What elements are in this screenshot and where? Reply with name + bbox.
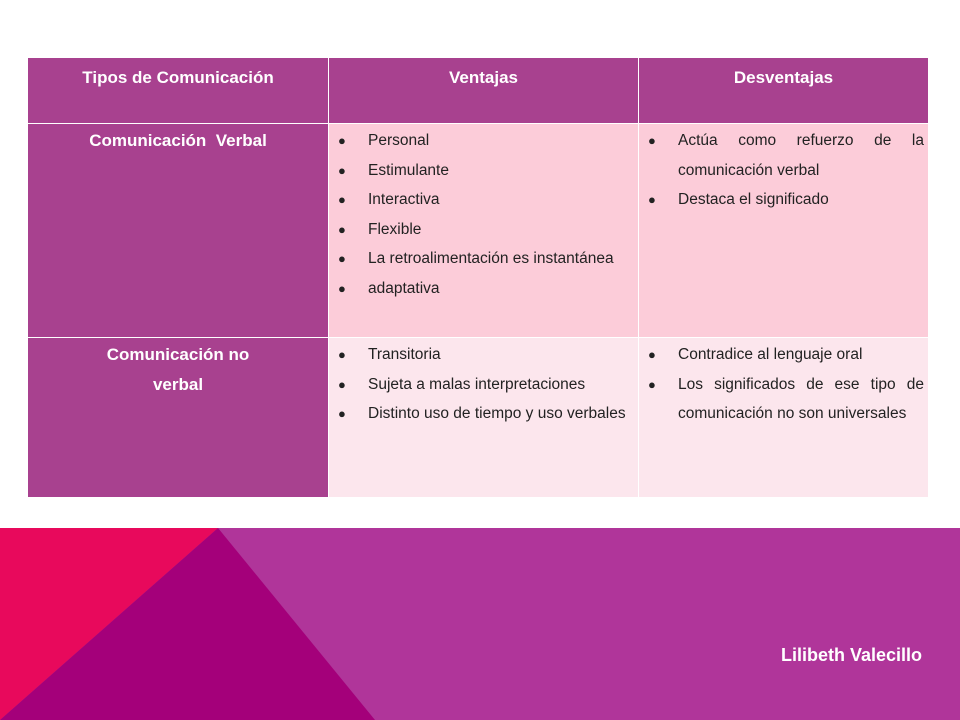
desventajas-cell: [639, 338, 929, 498]
list-item: [333, 244, 634, 274]
list-item: [333, 399, 634, 429]
list-item: [333, 126, 634, 156]
bullet-icon: ●: [338, 221, 346, 237]
desventajas-list: [639, 338, 928, 437]
list-item-text: La retroalimentación es instantánea: [368, 250, 614, 267]
ventajas-list: [329, 124, 638, 311]
bullet-icon: ●: [338, 133, 346, 148]
communication-table: [27, 57, 929, 498]
list-item-text: Transitoria: [368, 346, 441, 363]
table-row: [28, 124, 929, 338]
list-item-text: Interactiva: [368, 191, 440, 208]
bullet-icon: ●: [338, 251, 346, 266]
header-desventajas: Desventajas: [639, 58, 929, 124]
list-item: [643, 370, 924, 429]
bullet-icon: ●: [648, 192, 656, 207]
ventajas-list: [329, 338, 638, 437]
list-item: [333, 215, 634, 245]
row-label-text: Comunicación Verbal: [89, 131, 267, 150]
list-item-text: Flexible: [368, 220, 422, 238]
ventajas-cell: [329, 338, 639, 498]
list-item: [333, 340, 634, 370]
list-item: [643, 340, 924, 370]
bullet-icon: ●: [338, 376, 346, 392]
list-item: [333, 274, 634, 304]
bullet-icon: ●: [338, 192, 346, 207]
table-header-row: [28, 58, 929, 124]
row-label-no-verbal: [28, 338, 329, 498]
bullet-icon: ●: [338, 162, 346, 178]
list-item-text: Sujeta a malas interpretaciones: [368, 375, 586, 393]
footer-decoration: [0, 528, 960, 720]
row-label-text: Comunicación no verbal: [106, 345, 250, 394]
author-name: Lilibeth Valecillo: [780, 645, 922, 665]
list-item: [643, 126, 924, 185]
list-item-text: Los significados de ese tipo de comunicación no son universales: [678, 375, 924, 422]
desventajas-cell: [639, 124, 929, 338]
header-tipos: Tipos de Comunicación: [28, 58, 329, 124]
list-item-text: Destaca el significado: [678, 191, 829, 208]
list-item-text: Personal: [368, 132, 430, 149]
bullet-icon: ●: [338, 406, 346, 421]
list-item: [643, 185, 924, 215]
list-item-text: Distinto uso de tiempo y uso verbales: [368, 405, 626, 422]
list-item-text: Actúa como refuerzo de la comunicación verbal: [678, 132, 924, 179]
ventajas-cell: [329, 124, 639, 338]
list-item: [333, 370, 634, 400]
desventajas-list: [639, 124, 928, 223]
bullet-icon: ●: [338, 280, 346, 296]
list-item-text: Contradice al lenguaje oral: [678, 346, 863, 363]
bullet-icon: ●: [338, 347, 346, 362]
list-item-text: Estimulante: [368, 161, 449, 179]
list-item: [333, 185, 634, 215]
bullet-icon: ●: [648, 347, 656, 362]
table-row: [28, 338, 929, 498]
row-label-verbal: [28, 124, 329, 338]
bullet-icon: ●: [648, 376, 656, 392]
list-item: [333, 156, 634, 186]
bullet-icon: ●: [648, 133, 656, 148]
header-ventajas: Ventajas: [329, 58, 639, 124]
list-item-text: adaptativa: [368, 279, 440, 297]
